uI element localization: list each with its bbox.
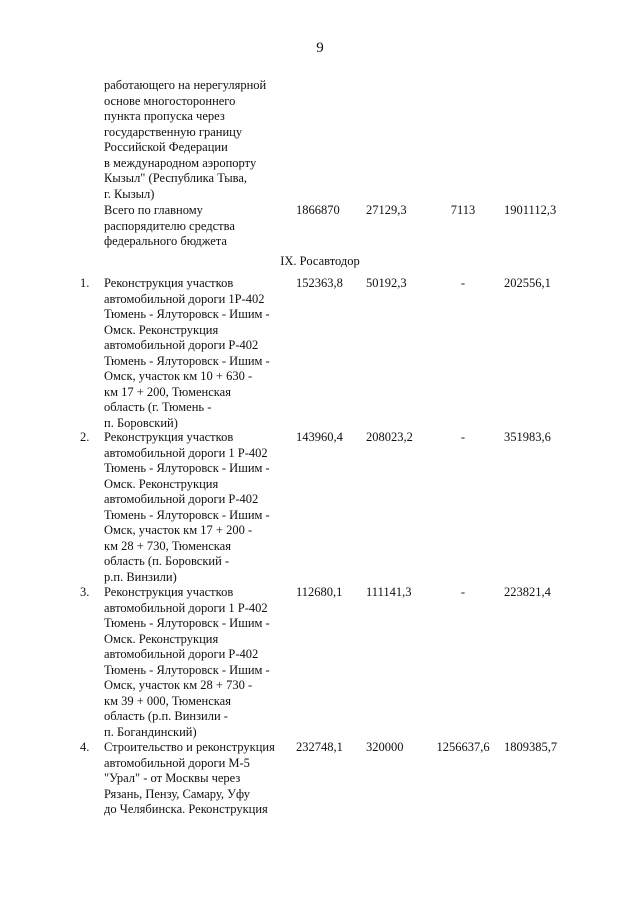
row-value-2: 50192,3: [366, 276, 407, 290]
row-value-3: -: [460, 276, 466, 290]
total-value-3: 7113: [450, 203, 476, 217]
row-number: 4.: [80, 740, 90, 754]
total-label: Всего по главному распорядителю средства федерального бюджета: [104, 203, 235, 248]
row-value-3: -: [460, 585, 466, 599]
section-title: IX. Росавтодор: [280, 254, 360, 268]
row-value-2: 320000: [366, 740, 404, 754]
row-value-1: 152363,8: [296, 276, 343, 290]
row-value-2: 111141,3: [366, 585, 412, 599]
row-description: Реконструкция участков автомобильной дороги 1Р-402 Тюмень - Ялуторовск - Ишим - Омск. Реконструкция автомобильной дороги Р-402 Тюмень - Ялуторовск - Ишим - Омск, участок км 10 + 630 - км 17 + 200, Тюменская область (г. Тюмень - п. Боровский): [104, 276, 270, 430]
total-value-4: 1901112,3: [504, 203, 557, 217]
row-value-1: 232748,1: [296, 740, 343, 754]
row-value-4: 1809385,7: [504, 740, 558, 754]
row-number: 1.: [80, 276, 90, 290]
row-value-4: 223821,4: [504, 585, 551, 599]
row-value-1: 112680,1: [296, 585, 343, 599]
row-value-3: 1256637,6: [436, 740, 490, 754]
row-description: Реконструкция участков автомобильной дороги 1 Р-402 Тюмень - Ялуторовск - Ишим - Омск. Реконструкция автомобильной дороги Р-402 Тюмень - Ялуторовск - Ишим - Омск, участок км 28 + 730 - км 39 + 000, Тюменская область (р.п. Винзили - п. Богандинский): [104, 585, 270, 739]
row-value-1: 143960,4: [296, 430, 343, 444]
page-number: 9: [316, 40, 324, 56]
total-value-1: 1866870: [296, 203, 340, 217]
continuation-text: работающего на нерегулярной основе многостороннего пункта пропуска через государственную границу Российской Федерации в международном аэропорту Кызыл" (Республика Тыва, г. Кызыл): [104, 78, 267, 201]
row-value-4: 351983,6: [504, 430, 551, 444]
row-number: 3.: [80, 585, 90, 599]
row-number: 2.: [80, 430, 90, 444]
row-value-3: -: [460, 430, 466, 444]
row-value-2: 208023,2: [366, 430, 413, 444]
row-description: Строительство и реконструкция автомобильной дороги М-5 "Урал" - от Москвы через Рязань, Пензу, Самару, Уфу до Челябинска. Реконструкция: [104, 740, 275, 816]
total-value-2: 27129,3: [366, 203, 407, 217]
row-description: Реконструкция участков автомобильной дороги 1 Р-402 Тюмень - Ялуторовск - Ишим - Омск. Реконструкция автомобильной дороги Р-402 Тюмень - Ялуторовск - Ишим - Омск, участок км 17 + 200 - км 28 + 730, Тюменская область (п. Боровский - р.п. Винзили): [104, 430, 270, 584]
row-value-4: 202556,1: [504, 276, 551, 290]
